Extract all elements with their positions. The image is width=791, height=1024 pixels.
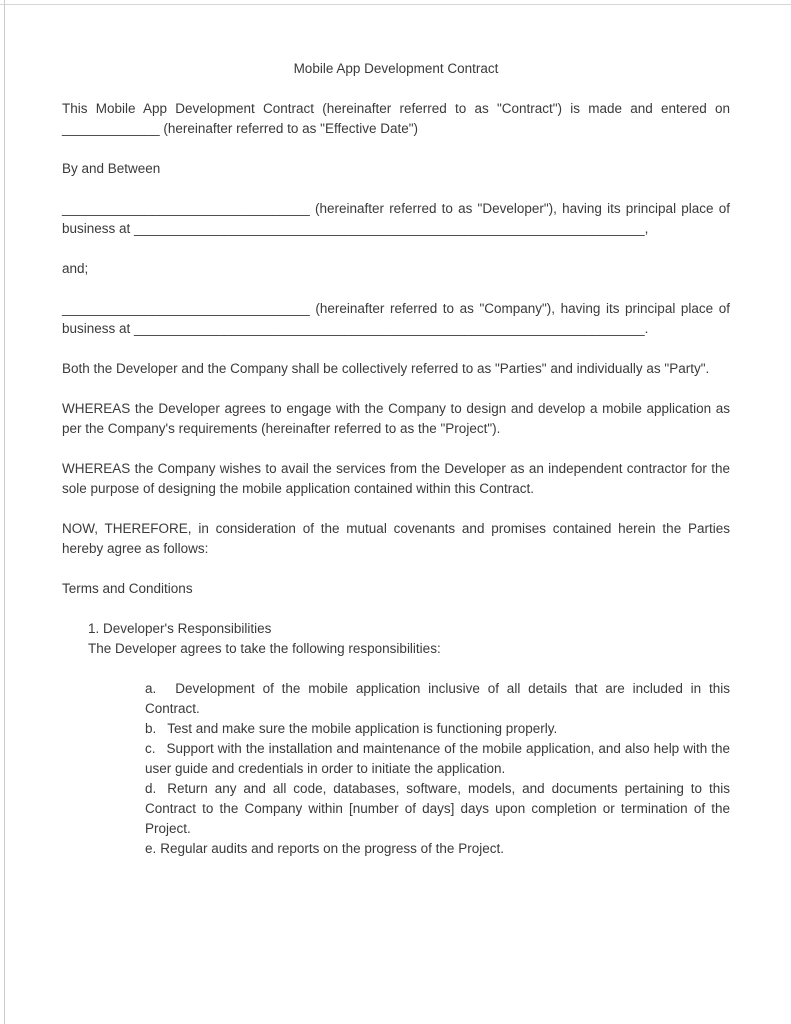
list-item-label: e. (145, 841, 157, 856)
list-item-text: Regular audits and reports on the progress of the Project. (160, 841, 504, 856)
developer-party-clause: _________________________________ (hereinafter referred to as "Developer"), having its principal place of business at ____________________________________________________________________, (62, 201, 730, 236)
list-item-text: Return any and all code, databases, software, models, and documents pertaining to this Contract to the Company within [number of days] days upon completion or termination of the Project. (145, 781, 730, 836)
page-edge-top (0, 4, 791, 5)
list-item-label: a. (145, 681, 157, 696)
responsibility-list (145, 679, 730, 859)
intro-clause: This Mobile App Development Contract (hereinafter referred to as "Contract") is made and entered on _____________ (hereinafter referred to as "Effective Date") (62, 101, 730, 136)
now-therefore-clause: NOW, THEREFORE, in consideration of the mutual covenants and promises contained herein the Parties hereby agree as follows: (62, 521, 730, 556)
by-and-between-label: By and Between (62, 161, 161, 176)
parties-clause: Both the Developer and the Company shall be collectively referred to as "Parties" and individually as "Party". (62, 361, 710, 376)
document-title: Mobile App Development Contract (293, 61, 499, 76)
list-item-d (145, 779, 730, 839)
list-item-c (145, 739, 730, 779)
list-item-text: Development of the mobile application inclusive of all details that are included in this Contract. (145, 681, 730, 716)
list-item-a (145, 679, 730, 719)
list-item-e (145, 839, 730, 859)
list-item-label: b. (145, 721, 157, 736)
whereas-developer-clause: WHEREAS the Developer agrees to engage with the Company to design and develop a mobile application as per the Company's requirements (hereinafter referred to as the "Project"). (62, 401, 730, 436)
section-1-heading: 1. Developer's Responsibilities (88, 621, 272, 636)
whereas-company-clause: WHEREAS the Company wishes to avail the services from the Developer as an independent contractor for the sole purpose of designing the mobile application contained within this Contract. (62, 461, 730, 496)
company-party-clause: _________________________________ (hereinafter referred to as "Company"), having its principal place of business at ____________________________________________________________________. (62, 301, 730, 336)
and-separator: and; (62, 261, 89, 276)
list-item-label: c. (145, 741, 156, 756)
page-edge-left (4, 0, 5, 1024)
section-1-developer-responsibilities (88, 619, 730, 659)
list-item-text: Test and make sure the mobile application is functioning properly. (167, 721, 558, 736)
list-item-text: Support with the installation and maintenance of the mobile application, and also help with the user guide and credentials in order to initiate the application. (145, 741, 730, 776)
list-item-b (145, 719, 730, 739)
list-item-label: d. (145, 781, 157, 796)
terms-and-conditions-heading: Terms and Conditions (62, 581, 193, 596)
section-1-intro: The Developer agrees to take the following responsibilities: (88, 641, 441, 656)
